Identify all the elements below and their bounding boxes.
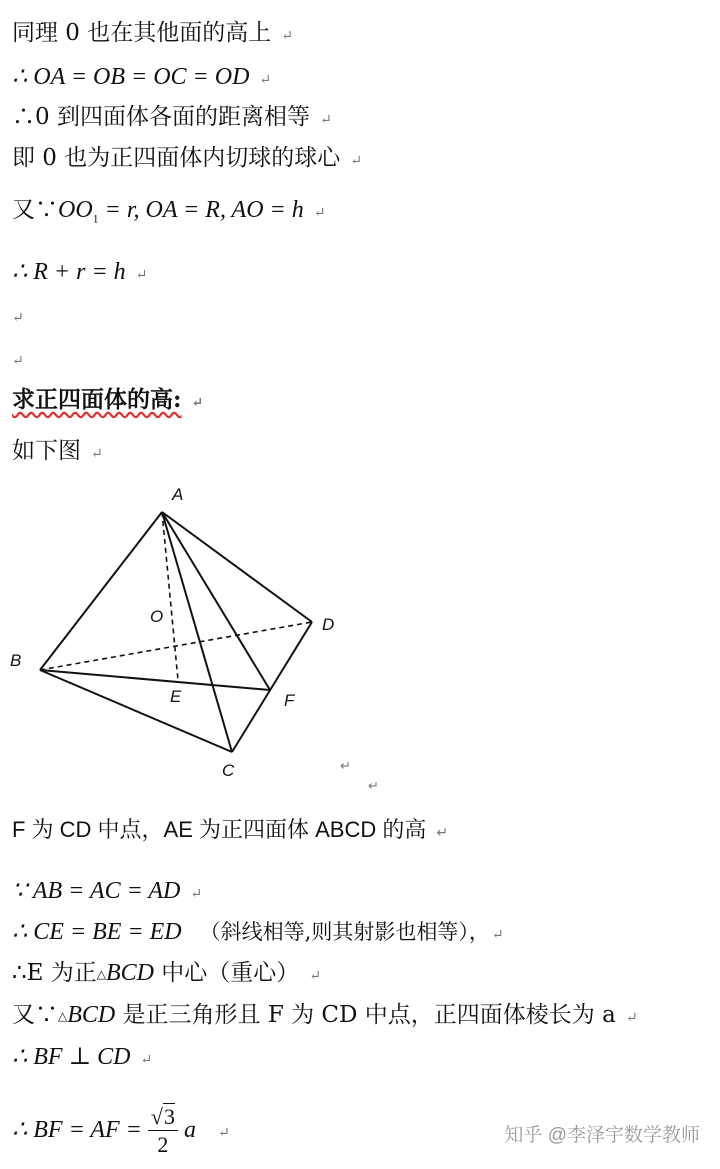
section-heading: 求正四面体的高: ↵ xyxy=(12,386,204,413)
edge-bc xyxy=(40,670,232,752)
paragraph-mark: ↵ xyxy=(368,778,379,793)
paragraph-mark: ↵ xyxy=(259,73,272,88)
text-line-p5: 又∵△BCD 是正三角形且 F 为 CD 中点，正四面体棱长为 a ↵ xyxy=(12,1002,638,1028)
paragraph-mark: ↵ xyxy=(436,824,449,840)
label-c: C xyxy=(222,761,235,780)
tetrahedron-diagram xyxy=(0,470,400,800)
label-d: D xyxy=(322,615,335,634)
math-line-p7: ∴ BF = AF = $\frac{√3}{2}$ a ↵ xyxy=(12,1103,230,1157)
segment-bf xyxy=(40,670,270,690)
paragraph-mark: ↵ xyxy=(12,353,24,369)
label-a: A xyxy=(172,485,184,504)
label-b: B xyxy=(10,651,22,670)
math-line-6: ∴ R + r = h ↵ xyxy=(12,259,148,285)
paragraph-mark: ↵ xyxy=(625,1010,638,1026)
math-line-p6: ∴ BF ⊥ CD ↵ xyxy=(12,1044,153,1070)
math-line-5: 又$\because OO_1 = r$, OA = R, AO = h ↵ xyxy=(12,197,326,226)
paragraph-mark: ↵ xyxy=(313,205,326,221)
paragraph-mark: ↵ xyxy=(350,153,362,169)
text-line-3: ∴0 到四面体各面的距离相等 ↵ xyxy=(12,104,332,130)
paragraph-mark: ↵ xyxy=(190,887,203,902)
text-line-4: 即 0 也为正四面体内切球的球心 ↵ xyxy=(12,145,362,171)
text-line-p1: F 为 CD 中点，AE 为正四面体 ABCD 的高 ↵ xyxy=(12,817,449,842)
paragraph-mark: ↵ xyxy=(12,310,24,326)
edge-bd-hidden xyxy=(40,622,312,670)
paragraph-mark: ↵ xyxy=(281,28,293,44)
paragraph-mark: ↵ xyxy=(135,268,148,283)
math-line-p2: ∵ AB = AC = AD ↵ xyxy=(12,878,203,904)
paragraph-mark: ↵ xyxy=(191,395,204,411)
empty-line xyxy=(12,300,24,333)
label-e: E xyxy=(170,687,182,706)
paragraph-mark: ↵ xyxy=(140,1053,153,1068)
label-o: O xyxy=(150,607,164,626)
paragraph-mark: ↵ xyxy=(91,446,103,462)
fraction-sqrt3-over-2: $\frac{√3}{2}$ xyxy=(148,1104,178,1159)
math-line-2: ∴ OA = OB = OC = OD ↵ xyxy=(12,64,272,90)
label-f: F xyxy=(284,691,295,710)
watermark: 知乎 @李泽宇数学教师 xyxy=(504,1125,700,1146)
edge-ac xyxy=(162,512,232,752)
paragraph-mark: ↵ xyxy=(309,968,322,984)
text-line-p4: ∴E 为正△BCD 中心（重心） ↵ xyxy=(12,960,322,986)
math-line-p3: ∴ CE = BE = ED （斜线相等,则其射影也相等）， ↵ xyxy=(12,919,504,945)
paragraph-mark: ↵ xyxy=(319,112,332,128)
segment-af xyxy=(162,512,270,690)
paragraph-mark: ↵ xyxy=(217,1126,230,1141)
text-line-1: 同理 0 也在其他面的高上 ↵ xyxy=(12,20,293,46)
intro-line: 如下图 ↵ xyxy=(12,438,103,464)
edge-ad xyxy=(162,512,312,622)
paragraph-mark: ↵ xyxy=(491,927,504,943)
paragraph-mark: ↵ xyxy=(340,758,351,773)
edge-ab xyxy=(40,512,162,670)
empty-line xyxy=(12,343,24,376)
